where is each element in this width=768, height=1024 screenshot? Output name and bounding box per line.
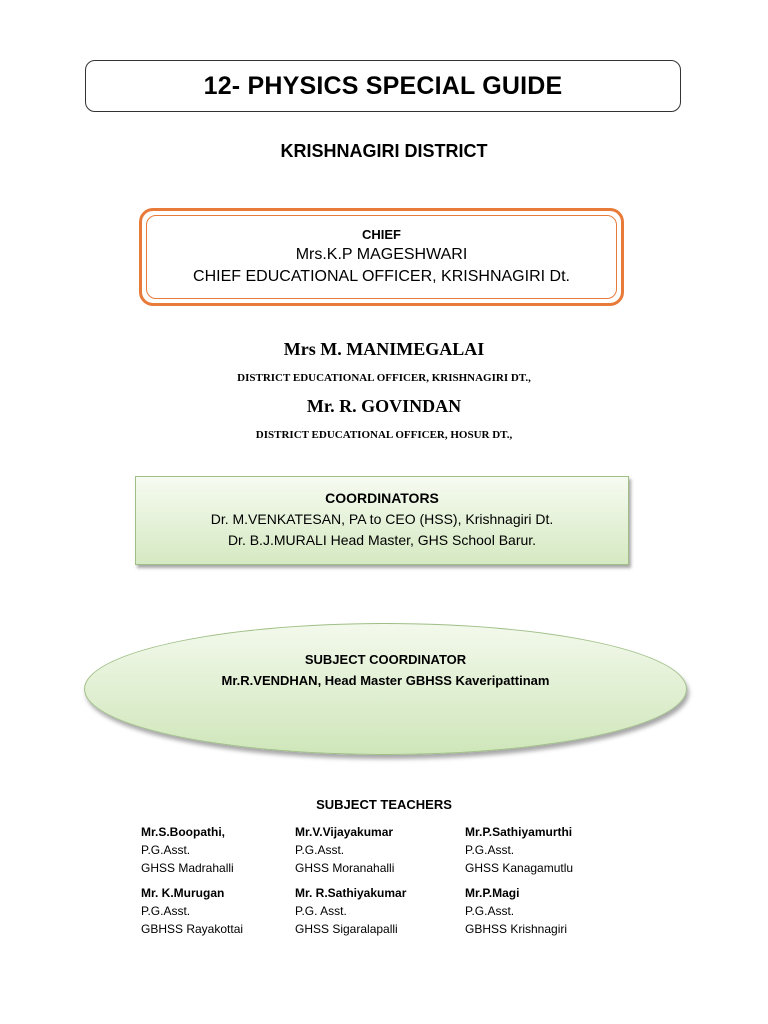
- coordinators-label: COORDINATORS: [325, 490, 439, 506]
- subject-coordinator-ellipse: [84, 623, 687, 755]
- subject-coordinator-label: SUBJECT COORDINATOR: [304, 652, 467, 667]
- chief-box-inner: [146, 215, 617, 299]
- district-heading: KRISHNAGIRI DISTRICT: [280, 141, 488, 161]
- teacher-post: P.G.Asst.: [465, 843, 515, 857]
- chief-name: Mrs.K.P MAGESHWARI: [295, 245, 468, 263]
- teacher-school: GBHSS Krishnagiri: [465, 922, 568, 936]
- teacher-name: Mr.S.Boopathi,: [141, 825, 225, 839]
- chief-label: CHIEF: [362, 226, 401, 242]
- teacher-post: P.G. Asst.: [295, 904, 347, 918]
- subject-teachers-heading: SUBJECT TEACHERS: [316, 797, 452, 812]
- teacher-school: GHSS Sigaralapalli: [295, 922, 398, 936]
- teacher-card: [295, 823, 394, 877]
- officer-1-name: Mrs M. MANIMEGALAI: [283, 339, 485, 359]
- officer-2-designation: DISTRICT EDUCATIONAL OFFICER, HOSUR DT.,: [255, 429, 513, 441]
- teacher-name: Mr. R.Sathiyakumar: [295, 886, 407, 900]
- coordinator-1: Dr. M.VENKATESAN, PA to CEO (HSS), Krishnagiri Dt.: [210, 511, 554, 527]
- teacher-card: [465, 884, 567, 938]
- teacher-post: P.G.Asst.: [465, 904, 515, 918]
- chief-box: [139, 208, 624, 306]
- coordinators-box: [135, 476, 629, 565]
- teacher-card: [295, 884, 406, 938]
- coordinator-2: Dr. B.J.MURALI Head Master, GHS School Barur.: [227, 532, 537, 548]
- officer-2-name: Mr. R. GOVINDAN: [306, 396, 462, 416]
- teacher-card: [141, 823, 234, 877]
- officer-1-designation: DISTRICT EDUCATIONAL OFFICER, KRISHNAGIRI DT.,: [237, 372, 531, 384]
- chief-designation: CHIEF EDUCATIONAL OFFICER, KRISHNAGIRI Dt.: [193, 267, 570, 285]
- teacher-post: P.G.Asst.: [141, 843, 191, 857]
- teacher-name: Mr.V.Vijayakumar: [295, 825, 394, 839]
- teacher-post: P.G.Asst.: [295, 843, 345, 857]
- teacher-name: Mr.P.Sathiyamurthi: [465, 825, 573, 839]
- subject-coordinator-name: Mr.R.VENDHAN, Head Master GBHSS Kaveripattinam: [221, 673, 550, 688]
- teacher-school: GBHSS Rayakottai: [141, 922, 244, 936]
- teacher-name: Mr. K.Murugan: [141, 886, 225, 900]
- teacher-name: Mr.P.Magi: [465, 886, 520, 900]
- teacher-card: [141, 884, 243, 938]
- page-title: 12- PHYSICS SPECIAL GUIDE: [203, 71, 563, 100]
- title-box: [85, 60, 681, 112]
- teacher-post: P.G.Asst.: [141, 904, 191, 918]
- teacher-card: [465, 823, 573, 877]
- teacher-school: GHSS Kanagamutlu: [465, 861, 574, 875]
- teacher-school: GHSS Madrahalli: [141, 861, 234, 875]
- teacher-school: GHSS Moranahalli: [295, 861, 395, 875]
